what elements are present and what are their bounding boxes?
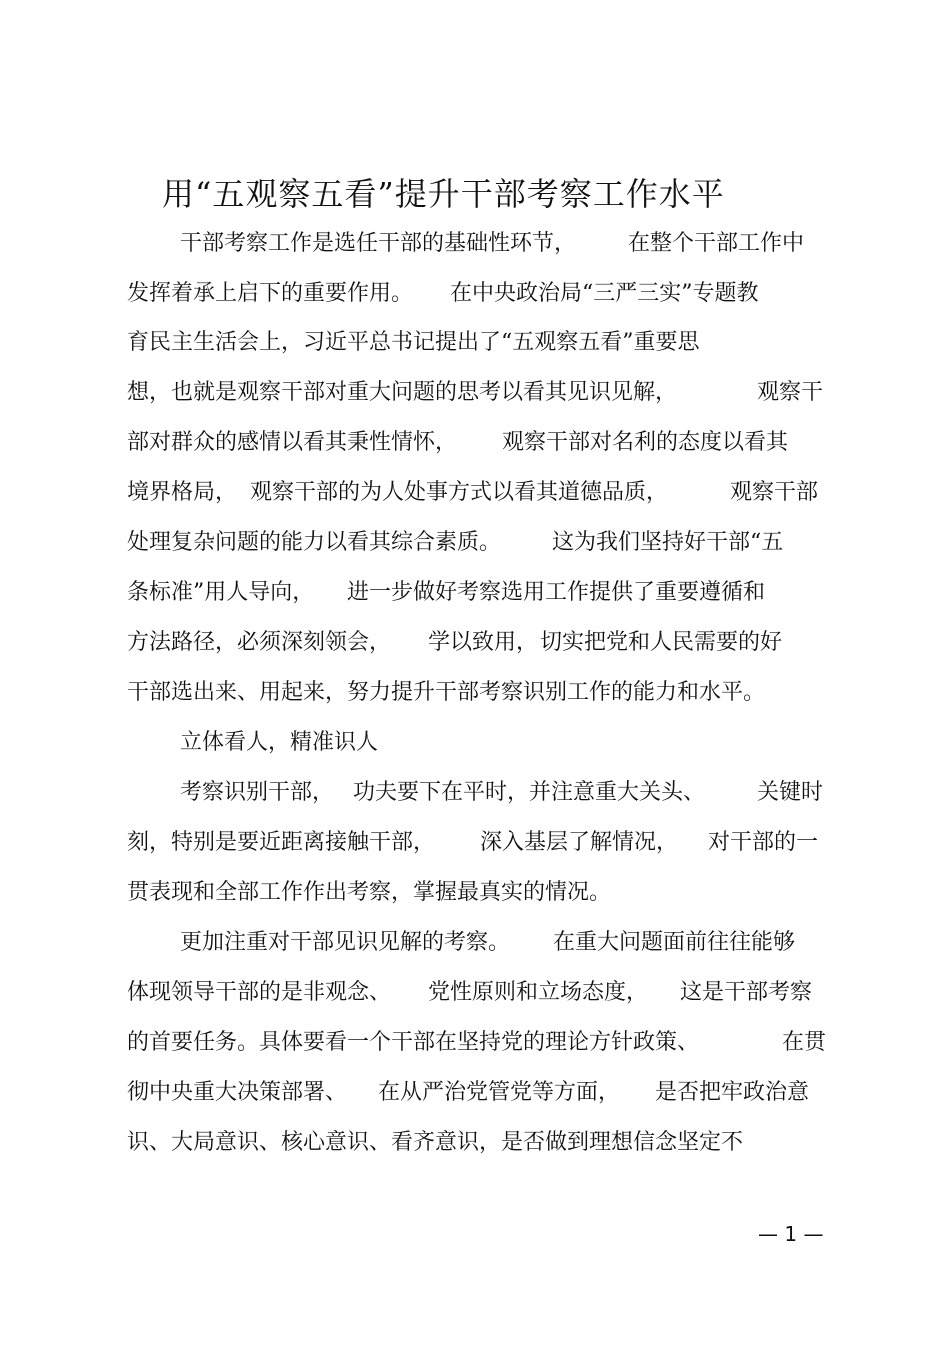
text-segment: 贯表现和全部工作作出考察，掌握最真实的情况。 [127,880,612,905]
page-number: — 1 — [758,1222,824,1246]
text-segment: 这为我们坚持好干部“五 [552,530,784,555]
text-segment: 这是干部考察 [680,980,813,1005]
text-segment: 党性原则和立场态度， [428,980,649,1005]
text-segment: 干部考察工作是选任干部的基础性环节， [180,231,577,256]
text-segment: 切实把党和人民需要的好 [540,630,783,655]
text-segment: 在中央政治局“三严三实”专题教 [450,281,759,306]
text-segment: 发挥着承上启下的重要作用。 [127,281,414,306]
text-segment: 进一步做好考察选用工作提供了重要遵循和 [347,580,766,605]
text-segment: 关键时 [757,780,824,805]
text-segment: 体现领导干部的是非观念、 [127,980,392,1005]
text-segment: 在从严治党管党等方面， [378,1080,621,1105]
text-segment: 识、大局意识、核心意识、看齐意识，是否做到理想信念坚定不 [127,1130,744,1155]
text-segment: 在贯 [782,1030,827,1055]
document-title: 用“五观察五看”提升干部考察工作水平 [162,175,725,213]
text-segment: 的首要任务。具体要看一个干部在坚持党的理论方针政策、 [127,1030,700,1055]
text-segment: 学以致用， [428,630,539,655]
text-segment: 功夫要下在平时，并注意重大关头、 [353,780,706,805]
text-segment: 境界格局， [127,480,238,505]
text-segment: 彻中央重大决策部署、 [127,1080,348,1105]
text-segment: 观察干部对名利的态度以看其 [502,430,789,455]
text-segment: 考察识别干部， [180,780,335,805]
text-segment: 处理复杂问题的能力以看其综合素质。 [127,530,502,555]
text-segment: 对干部的一 [708,830,819,855]
text-segment: 立体看人，精准识人 [180,730,379,755]
text-segment: 刻，特别是要近距离接触干部， [127,830,436,855]
text-segment: 条标准”用人导向， [127,580,315,605]
text-segment: 育民主生活会上，习近平总书记提出了“五观察五看”重要思 [127,330,700,355]
text-segment: 观察干部的为人处事方式以看其道德品质， [250,480,669,505]
text-segment: 观察干部 [730,480,819,505]
text-segment: 想，也就是观察干部对重大问题的思考以看其见识见解， [127,380,678,405]
text-segment: 深入基层了解情况， [480,830,679,855]
text-segment: 观察干 [757,380,824,405]
text-segment: 方法路径，必须深刻领会， [127,630,392,655]
text-segment: 是否把牢政治意 [655,1080,810,1105]
text-segment: 在重大问题面前往往能够 [553,930,796,955]
text-segment: 更加注重对干部见识见解的考察。 [180,930,511,955]
text-segment: 部对群众的感情以看其秉性情怀， [127,430,458,455]
text-segment: 干部选出来、用起来，努力提升干部考察识别工作的能力和水平。 [127,680,766,705]
text-segment: 在整个干部工作中 [628,231,805,256]
